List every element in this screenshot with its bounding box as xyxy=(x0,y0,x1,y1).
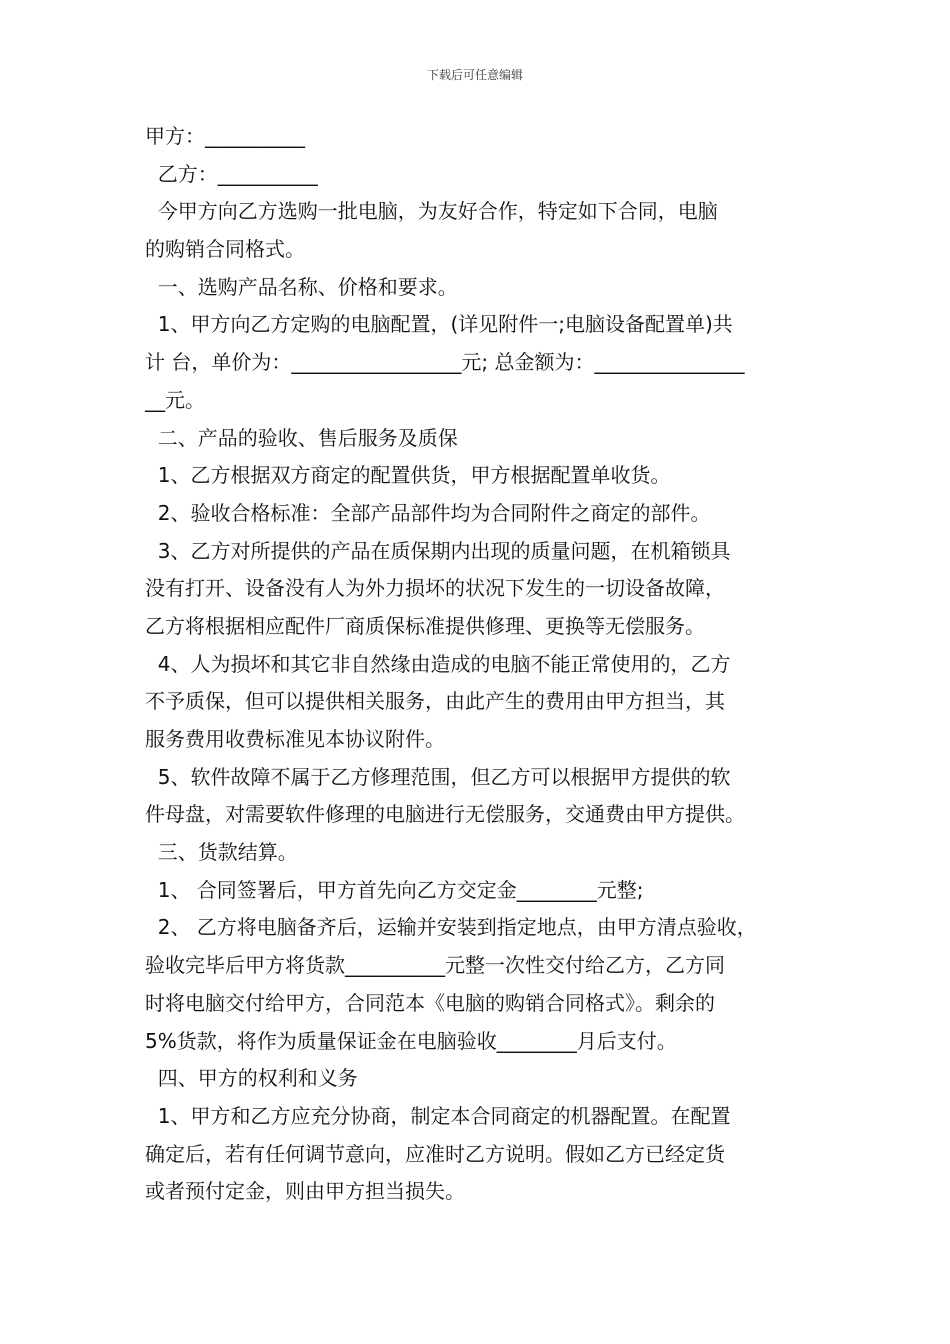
section-heading-2: 二、产品的验收、售后服务及质保 xyxy=(145,425,458,450)
clause-line: 验收完毕后甲方将货款__________元整一次性交付给乙方，乙方同 xyxy=(145,953,725,978)
contract-body xyxy=(145,118,815,1211)
clause-line: __元。 xyxy=(145,387,205,412)
party-b-line: 乙方：__________ xyxy=(145,161,318,186)
section-heading-1: 一、选购产品名称、价格和要求。 xyxy=(145,274,458,299)
clause-line: 1、 合同签署后，甲方首先向乙方交定金________元整; xyxy=(145,877,644,902)
clause-line: 服务费用收费标准见本协议附件。 xyxy=(145,727,445,751)
clause-line: 5、软件故障不属于乙方修理范围，但乙方可以根据甲方提供的软 xyxy=(145,764,731,789)
clause-line: 件母盘，对需要软件修理的电脑进行无偿服务，交通费由甲方提供。 xyxy=(145,802,745,827)
clause-line: 乙方将根据相应配件厂商质保标准提供修理、更换等无偿服务。 xyxy=(145,613,705,638)
party-a-line: 甲方：__________ xyxy=(145,124,305,148)
clause-line: 时将电脑交付给甲方，合同范本《电脑的购销合同格式》。剩余的 xyxy=(145,990,715,1015)
intro-paragraph-line: 今甲方向乙方选购一批电脑，为友好合作，特定如下合同，电脑 xyxy=(145,199,718,224)
clause-line: 1、甲方和乙方应充分协商，制定本合同商定的机器配置。在配置 xyxy=(145,1103,731,1128)
clause-line: 1、甲方向乙方定购的电脑配置，(详见附件一;电脑设备配置单)共 xyxy=(145,312,733,337)
intro-paragraph-line: 的购销合同格式。 xyxy=(145,237,305,262)
clause-line: 3、乙方对所提供的产品在质保期内出现的质量问题，在机箱锁具 xyxy=(145,538,731,563)
clause-line: 1、乙方根据双方商定的配置供货，甲方根据配置单收货。 xyxy=(145,463,671,488)
clause-line: 计 台，单价为：_________________元; 总金额为：_______________ xyxy=(145,350,745,375)
clause-line: 或者预付定金，则由甲方担当损失。 xyxy=(145,1179,465,1204)
clause-line: 没有打开、设备没有人为外力损坏的状况下发生的一切设备故障， xyxy=(145,576,725,601)
section-heading-3: 三、货款结算。 xyxy=(145,840,298,865)
clause-line: 2、 乙方将电脑备齐后，运输并安装到指定地点，由甲方清点验收， xyxy=(145,915,757,940)
clause-line: 4、人为损坏和其它非自然缘由造成的电脑不能正常使用的，乙方 xyxy=(145,651,731,676)
clause-line: 5%货款，将作为质量保证金在电脑验收________月后支付。 xyxy=(145,1028,677,1053)
clause-line: 不予质保，但可以提供相关服务，由此产生的费用由甲方担当，其 xyxy=(145,689,725,714)
section-heading-4: 四、甲方的权利和义务 xyxy=(145,1066,358,1091)
clause-line: 确定后，若有任何调节意向，应准时乙方说明。假如乙方已经定货 xyxy=(145,1141,725,1166)
page-header-note: 下载后可任意编辑 xyxy=(426,68,523,82)
clause-line: 2、验收合格标准：全部产品部件均为合同附件之商定的部件。 xyxy=(145,500,711,525)
